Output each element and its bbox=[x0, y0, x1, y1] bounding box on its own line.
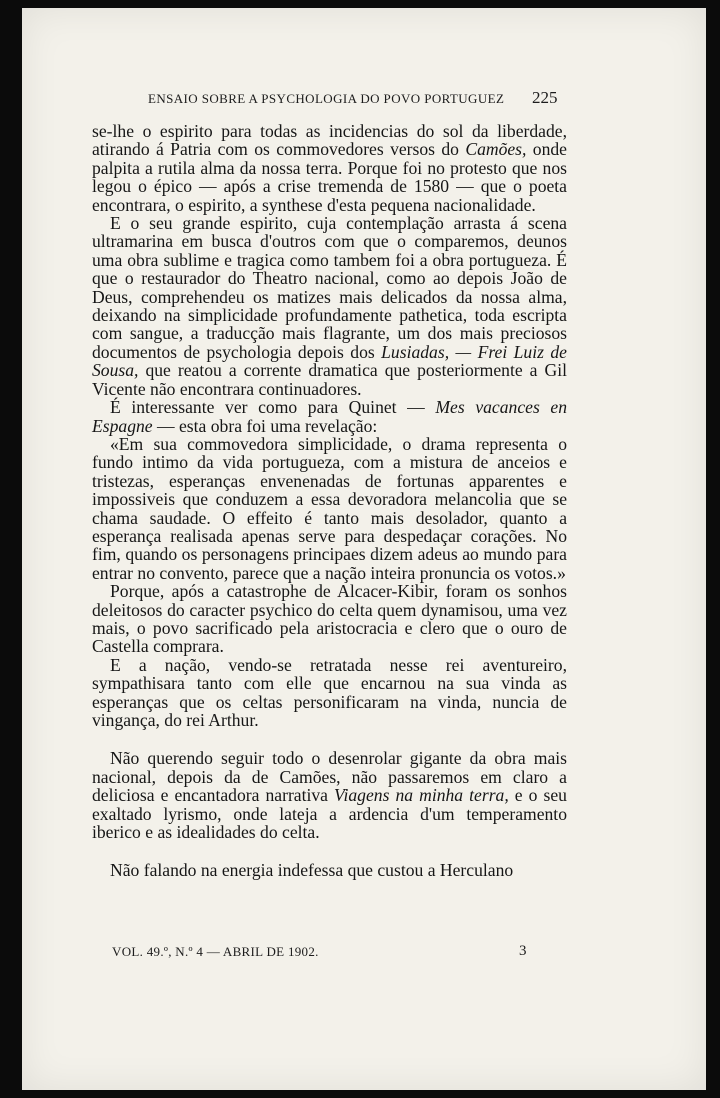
paragraph bbox=[92, 656, 567, 730]
body-text bbox=[92, 122, 567, 880]
text-run: «Em sua commovedora simplicidade, o drama representa o fundo intimo da vida portugueza, com a mistura de anceios e tristezas, esperanças envenenadas de fortunas apparentes e impossiveis que conduzem a essa devoradora melancolia que se chama saudade. O effeito é tanto mais desolador, quanto a esperança realisada apenas serve para despedaçar corações. No fim, quando os personagens principaes dizem adeus ao mundo para entrar no convento, parece que a nação inteira pronuncia os votos.» bbox=[92, 433, 567, 583]
text-run: Não falando na energia indefessa que custou a Herculano bbox=[110, 860, 514, 881]
italic-text: Viagens na minha terra, bbox=[334, 785, 509, 806]
text-run: Não querendo seguir todo o desenrolar gigante da obra mais nacional, depois da de Camões, não passaremos em claro a deliciosa e encantadora narrativa bbox=[92, 748, 567, 806]
paragraph bbox=[92, 398, 567, 435]
footer-signature: 3 bbox=[519, 943, 527, 959]
text-run: onde palpita a rutila alma da nossa terra. Porque foi no protesto que nos legou o épico — após a crise tremenda de 1580 — que o poeta encontrara, o espirito, a synthese d'esta pequena nacionalidade. bbox=[92, 139, 567, 215]
text-run: — esta obra foi uma revelação: bbox=[152, 415, 378, 436]
text-run: se-lhe o espirito para todas as incidencias do sol da liberdade, atirando á Patria com os commovedores versos do bbox=[92, 121, 567, 160]
text-run: Porque, após a catastrophe de Alcacer-Kibir, foram os sonhos deleitosos do caracter psychico do celta quem dynamisou, uma vez mais, o povo sacrificado pela aristocracia e clero que o ouro de Castella comprara. bbox=[92, 581, 567, 657]
paragraph bbox=[92, 861, 567, 879]
paragraph bbox=[92, 214, 567, 398]
italic-text: Mes vacances en Espagne bbox=[92, 397, 568, 436]
italic-text: Camões, bbox=[465, 139, 527, 160]
italic-text: Lusiadas, — Frei Luiz de Sousa, bbox=[92, 341, 567, 381]
paragraph bbox=[92, 582, 567, 656]
text-run: e o seu exaltado lyrismo, onde lateja a ardencia d'um temperamento iberico e as idealidades do celta. bbox=[92, 785, 567, 843]
paragraph bbox=[92, 749, 567, 841]
page-number: 225 bbox=[532, 88, 558, 107]
footer-volume: VOL. 49.º, N.º 4 — ABRIL DE 1902. bbox=[112, 944, 319, 959]
paragraph bbox=[92, 122, 567, 214]
text-run: E o seu grande espirito, cuja contemplação arrasta á scena ultramarina em busca d'outros com que o comparemos, deunos uma obra sublime e tragica como tambem foi a obra portugueza. É que o restaurador do Theatro nacional, como ao depois João de Deus, comprehendeu os matizes mais delicados da nossa alma, deixando na simplicidade profundamente pathetica, toda escripta com sangue, a traducção mais flagrante, um dos mais preciosos documentos de psychologia depois dos bbox=[92, 213, 567, 362]
paragraph bbox=[92, 435, 567, 582]
scan-edge bbox=[0, 0, 22, 1098]
text-run: É interessante ver como para Quinet — bbox=[110, 397, 436, 418]
text-run: que reatou a corrente dramatica que posteriormente a Gil Vicente não encontrara continuadores. bbox=[92, 360, 567, 399]
text-run: E a nação, vendo-se retratada nesse rei aventureiro, sympathisara tanto com elle que encarnou na sua vinda as esperanças que os celtas personificaram na vinda, nuncia de vingança, do rei Arthur. bbox=[92, 654, 567, 730]
running-title: ENSAIO SOBRE A PSYCHOLOGIA DO POVO PORTUGUEZ bbox=[148, 91, 505, 106]
